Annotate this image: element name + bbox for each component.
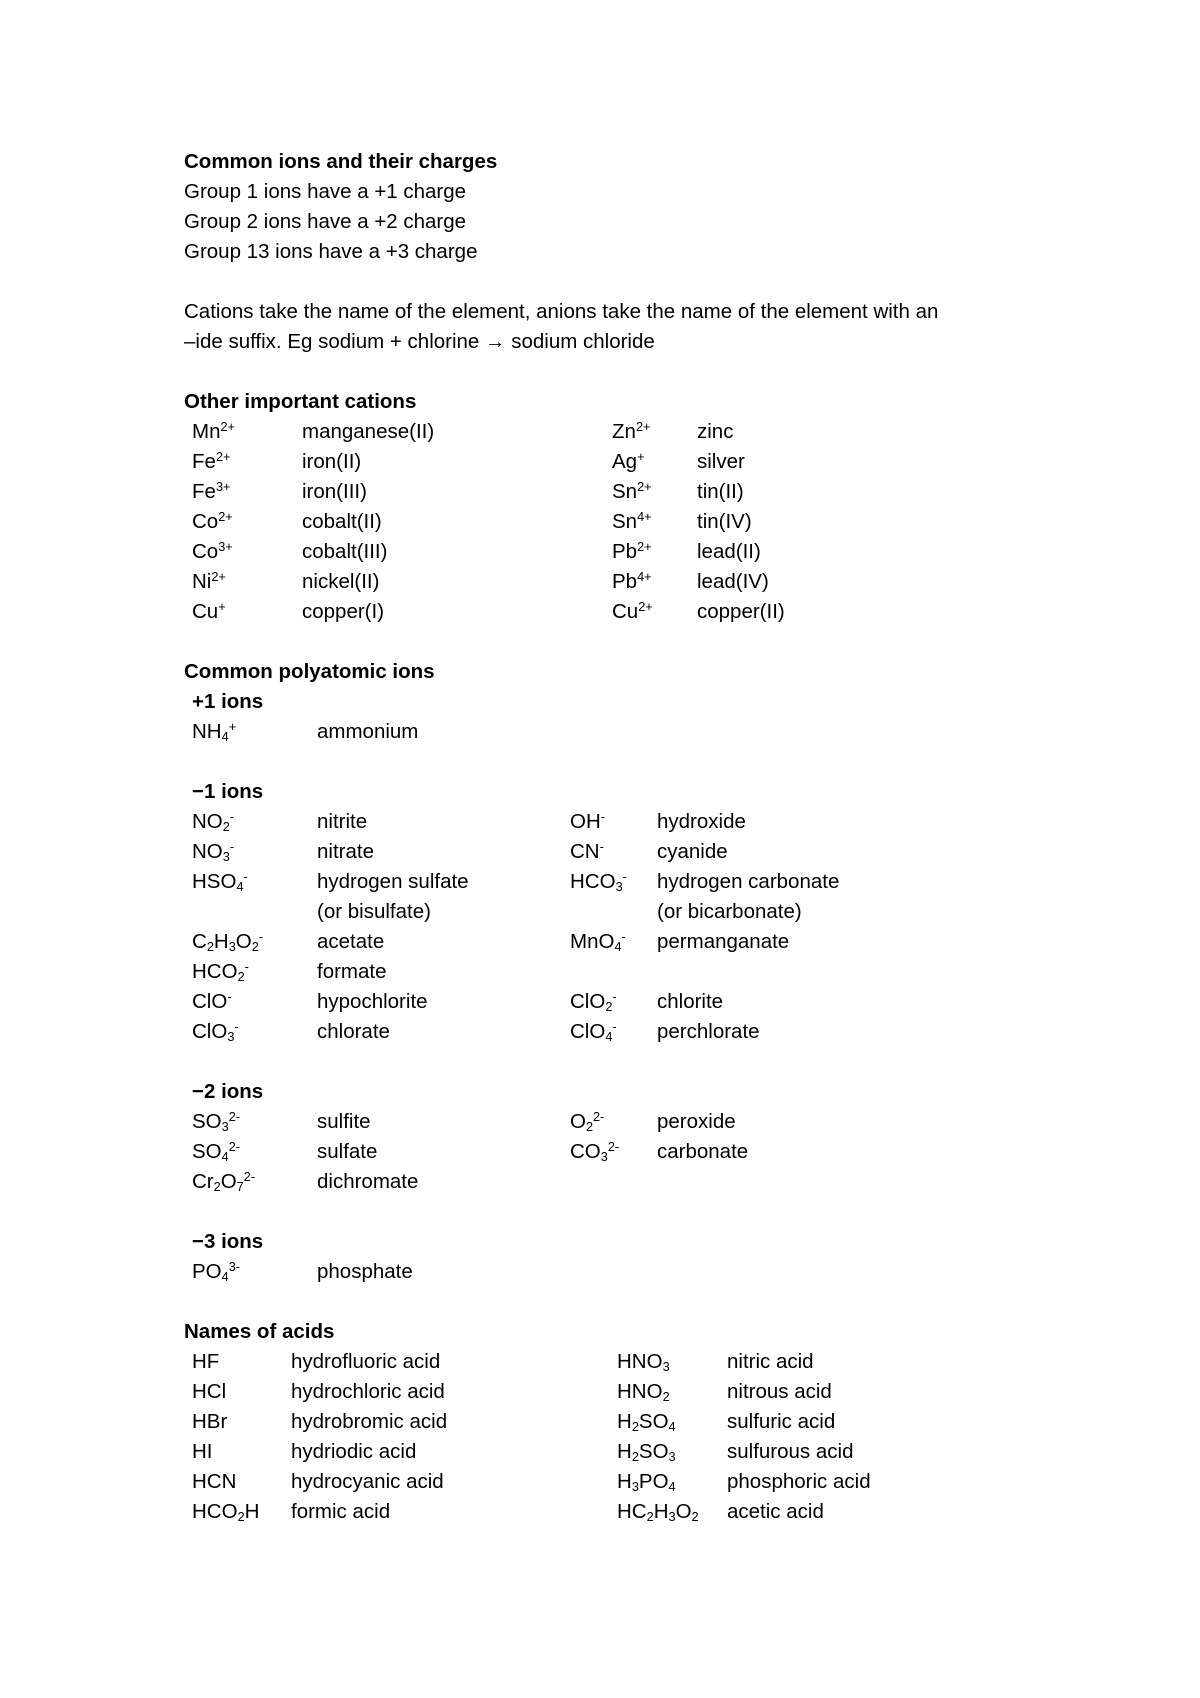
formula-base: ClO <box>570 990 606 1013</box>
formula-base: OH <box>570 810 601 833</box>
formula-subscript: 2 <box>631 1449 639 1465</box>
cation-name: silver <box>697 450 745 473</box>
formula-charge: 2+ <box>218 509 233 525</box>
acid-formula <box>617 1472 676 1493</box>
cation-name: nickel(II) <box>302 570 380 593</box>
naming-rule-line2: –ide suffix. Eg sodium + chlorine → sodium chloride <box>184 330 655 353</box>
naming-rule-line1: Cations take the name of the element, anions take the name of the element with an <box>184 300 939 323</box>
formula-charge: 2+ <box>635 419 651 435</box>
group13-line: Group 13 ions have a +3 charge <box>184 240 478 263</box>
formula-subscript: 3 <box>631 1479 639 1495</box>
formula-charge: - <box>258 929 264 945</box>
formula-subscript: 3 <box>668 1509 676 1525</box>
acid-name: sulfurous acid <box>727 1440 854 1463</box>
formula-charge: 2- <box>243 1169 256 1185</box>
formula-charge: 4+ <box>637 569 652 585</box>
ion-name: permanganate <box>657 930 790 953</box>
formula-subscript: 4 <box>221 1149 229 1165</box>
cation-name: tin(II) <box>697 480 744 503</box>
formula-subscript: 3 <box>227 1029 235 1045</box>
formula-base: HCO <box>192 1500 238 1523</box>
cation-formula <box>612 539 652 563</box>
ion-name: hydroxide <box>657 810 746 833</box>
formula-subscript: 2 <box>237 1509 245 1525</box>
formula-base: SO <box>638 1440 669 1463</box>
formula-charge: 3- <box>228 1259 240 1275</box>
formula-charge: 2- <box>607 1139 620 1155</box>
formula-charge: 2+ <box>211 569 226 585</box>
formula-base: Sn <box>612 480 638 503</box>
section-title-common-ions: Common ions and their charges <box>184 150 498 173</box>
formula-base: Cr <box>192 1170 214 1193</box>
ion-name-alt: (or bisulfate) <box>317 900 431 923</box>
formula-base: HCO <box>570 870 616 893</box>
ion-formula <box>570 869 627 895</box>
formula-base: NO <box>192 840 223 863</box>
acid-formula <box>617 1352 670 1373</box>
ion-formula <box>192 1259 240 1285</box>
formula-base: Zn <box>612 420 636 443</box>
formula-base: PO <box>638 1470 669 1493</box>
formula-base: PO <box>192 1260 222 1283</box>
acid-name: hydrocyanic acid <box>291 1470 444 1493</box>
acid-name: formic acid <box>291 1500 391 1523</box>
formula-subscript: 4 <box>605 1029 613 1045</box>
ion-name: formate <box>317 960 387 983</box>
acid-name: hydrobromic acid <box>291 1410 448 1433</box>
acid-formula <box>617 1412 676 1433</box>
formula-charge: - <box>244 959 249 975</box>
formula-base: Fe <box>192 450 216 473</box>
formula-base: Ni <box>192 570 212 593</box>
formula-base: Cu <box>612 600 639 623</box>
cation-formula <box>612 569 652 593</box>
section-title-polyatomic: Common polyatomic ions <box>184 660 435 683</box>
formula-charge: - <box>227 989 232 1005</box>
acid-name: nitrous acid <box>727 1380 832 1403</box>
formula-subscript: 2 <box>237 969 245 985</box>
formula-base: Fe <box>192 480 216 503</box>
formula-base: H <box>617 1440 632 1463</box>
ion-formula <box>192 839 235 865</box>
formula-charge: 3+ <box>215 479 231 495</box>
ion-name: nitrite <box>317 810 368 833</box>
ion-name: phosphate <box>317 1260 413 1283</box>
ion-name: sulfate <box>317 1140 378 1163</box>
formula-base: Pb <box>612 540 638 563</box>
formula-charge: - <box>229 839 235 855</box>
acid-formula <box>192 1412 227 1433</box>
acid-formula <box>192 1352 219 1373</box>
formula-subscript: 4 <box>668 1419 676 1435</box>
formula-charge: 2+ <box>637 539 652 555</box>
cation-name: cobalt(III) <box>302 540 388 563</box>
formula-base: Co <box>192 510 219 533</box>
formula-subscript: 3 <box>662 1359 670 1375</box>
ion-name: sulfite <box>317 1110 371 1133</box>
cation-formula <box>612 599 653 623</box>
ion-formula <box>570 1019 617 1045</box>
formula-base: Pb <box>612 570 638 593</box>
formula-subscript: 4 <box>221 729 229 745</box>
ion-name: nitrate <box>317 840 374 863</box>
acid-name: sulfuric acid <box>727 1410 836 1433</box>
ion-name: chlorate <box>317 1020 390 1043</box>
formula-subscript: 2 <box>631 1419 639 1435</box>
cation-name: copper(II) <box>697 600 785 623</box>
heading-minus1-ions: −1 ions <box>192 780 264 803</box>
formula-base: H <box>653 1500 669 1523</box>
formula-subscript: 4 <box>221 1269 229 1285</box>
formula-base: NO <box>192 810 223 833</box>
ion-name: perchlorate <box>657 1020 760 1043</box>
acid-formula <box>617 1382 670 1403</box>
acid-formula <box>192 1442 213 1463</box>
formula-base: Sn <box>612 510 638 533</box>
acid-name: nitric acid <box>727 1350 814 1373</box>
cation-name: tin(IV) <box>697 510 752 533</box>
formula-base: HC <box>617 1500 647 1523</box>
cation-name: manganese(II) <box>302 420 435 443</box>
ion-formula <box>192 1019 239 1045</box>
formula-subscript: 3 <box>228 939 236 955</box>
ion-name-alt: (or bicarbonate) <box>657 900 802 923</box>
cation-formula <box>192 569 226 593</box>
formula-base: H <box>244 1500 260 1523</box>
formula-charge: 2+ <box>220 419 235 435</box>
formula-base: HCO <box>192 960 238 983</box>
formula-base: HI <box>192 1440 213 1463</box>
acid-name: hydrofluoric acid <box>291 1350 441 1373</box>
ion-formula <box>192 1139 240 1165</box>
formula-base: H <box>213 930 229 953</box>
formula-base: NH <box>192 720 222 743</box>
formula-charge: - <box>234 1019 239 1035</box>
formula-charge: - <box>612 1019 617 1035</box>
acid-name: hydrochloric acid <box>291 1380 445 1403</box>
ion-formula <box>192 989 232 1013</box>
formula-base: CO <box>570 1140 601 1163</box>
ion-formula <box>192 719 237 745</box>
formula-base: C <box>192 930 207 953</box>
ion-formula <box>192 929 264 955</box>
cation-formula <box>612 449 645 473</box>
ion-name: dichromate <box>317 1170 419 1193</box>
cation-name: copper(I) <box>302 600 385 623</box>
formula-charge: 2- <box>228 1139 240 1155</box>
formula-charge: - <box>243 869 248 885</box>
cation-name: lead(IV) <box>697 570 769 593</box>
cation-formula <box>192 509 233 533</box>
formula-charge: 2+ <box>638 599 653 615</box>
cation-formula <box>192 539 233 563</box>
formula-base: O <box>220 1170 237 1193</box>
formula-base: ClO <box>192 990 228 1013</box>
group2-line: Group 2 ions have a +2 charge <box>184 210 467 233</box>
formula-base: HSO <box>192 870 237 893</box>
formula-subscript: 3 <box>668 1449 676 1465</box>
formula-subscript: 7 <box>236 1179 244 1195</box>
formula-subscript: 2 <box>662 1389 670 1405</box>
formula-base: ClO <box>192 1020 228 1043</box>
formula-subscript: 3 <box>600 1149 608 1165</box>
formula-base: HCl <box>192 1380 227 1403</box>
heading-minus2-ions: −2 ions <box>192 1080 264 1103</box>
cation-formula <box>192 419 235 443</box>
ion-name: hydrogen carbonate <box>657 870 840 893</box>
formula-base: HCN <box>192 1470 237 1493</box>
cation-formula <box>612 509 652 533</box>
formula-charge: 3+ <box>218 539 233 555</box>
formula-subscript: 2 <box>222 819 230 835</box>
ion-formula <box>570 1109 605 1135</box>
formula-subscript: 3 <box>222 849 230 865</box>
section-title-acids: Names of acids <box>184 1320 335 1343</box>
formula-base: Co <box>192 540 219 563</box>
formula-subscript: 2 <box>605 999 613 1015</box>
ion-formula <box>570 839 604 863</box>
ion-name: chlorite <box>657 990 724 1013</box>
formula-base: H <box>617 1470 632 1493</box>
ion-formula <box>570 989 617 1015</box>
formula-base: HBr <box>192 1410 228 1433</box>
formula-subscript: 3 <box>615 879 623 895</box>
formula-subscript: 2 <box>206 939 214 955</box>
acid-name: acetic acid <box>727 1500 824 1523</box>
cation-formula <box>612 479 652 503</box>
cation-formula <box>192 449 231 473</box>
formula-base: ClO <box>570 1020 606 1043</box>
formula-base: Mn <box>192 420 221 443</box>
formula-base: HNO <box>617 1380 663 1403</box>
ion-name: carbonate <box>657 1140 749 1163</box>
cation-formula <box>192 479 231 503</box>
formula-base: O <box>675 1500 692 1523</box>
formula-charge: 2+ <box>215 449 231 465</box>
formula-base: O <box>570 1110 586 1133</box>
formula-charge: - <box>229 809 235 825</box>
formula-charge: - <box>622 869 627 885</box>
ion-name: acetate <box>317 930 385 953</box>
cation-formula <box>612 419 651 443</box>
formula-charge: 2- <box>593 1109 605 1125</box>
cation-name: cobalt(II) <box>302 510 382 533</box>
formula-charge: - <box>621 929 626 945</box>
formula-base: CN <box>570 840 600 863</box>
formula-subscript: 2 <box>691 1509 699 1525</box>
formula-subscript: 3 <box>221 1119 229 1135</box>
formula-charge: + <box>218 599 226 615</box>
heading-plus1-ions: +1 ions <box>192 690 264 713</box>
cation-name: iron(II) <box>302 450 362 473</box>
ion-name: hypochlorite <box>317 990 428 1013</box>
ion-name: cyanide <box>657 840 728 863</box>
formula-base: O <box>235 930 252 953</box>
cation-name: lead(II) <box>697 540 761 563</box>
ion-name: peroxide <box>657 1110 736 1133</box>
formula-base: Ag <box>612 450 638 473</box>
formula-charge: + <box>228 719 237 735</box>
formula-subscript: 2 <box>251 939 259 955</box>
ion-formula <box>192 959 249 985</box>
acid-formula <box>617 1502 699 1523</box>
formula-base: SO <box>192 1140 222 1163</box>
acid-name: phosphoric acid <box>727 1470 871 1493</box>
formula-charge: 2- <box>228 1109 240 1125</box>
formula-charge: - <box>612 989 617 1005</box>
acid-formula <box>192 1382 226 1403</box>
formula-subscript: 4 <box>668 1479 676 1495</box>
formula-base: MnO <box>570 930 615 953</box>
formula-charge: - <box>599 839 604 855</box>
formula-base: SO <box>638 1410 669 1433</box>
ion-name: ammonium <box>317 720 419 743</box>
acid-formula <box>192 1502 259 1523</box>
heading-minus3-ions: −3 ions <box>192 1230 264 1253</box>
formula-base: SO <box>192 1110 222 1133</box>
formula-subscript: 2 <box>646 1509 654 1525</box>
ion-formula <box>570 1139 620 1165</box>
formula-charge: - <box>600 809 605 825</box>
acid-name: hydriodic acid <box>291 1440 417 1463</box>
formula-base: Cu <box>192 600 219 623</box>
acid-formula <box>617 1442 676 1463</box>
formula-subscript: 4 <box>236 879 244 895</box>
ion-formula <box>570 809 605 833</box>
cation-name: zinc <box>697 420 734 443</box>
formula-base: HF <box>192 1350 220 1373</box>
ion-formula <box>192 809 235 835</box>
formula-charge: + <box>637 449 645 465</box>
ion-formula <box>570 929 626 955</box>
ion-formula <box>192 1169 256 1195</box>
section-title-cations: Other important cations <box>184 390 417 413</box>
formula-subscript: 2 <box>585 1119 594 1135</box>
group1-line: Group 1 ions have a +1 charge <box>184 180 467 203</box>
acid-formula <box>192 1472 236 1493</box>
cation-formula <box>192 599 226 623</box>
formula-subscript: 2 <box>213 1179 221 1195</box>
formula-base: H <box>617 1410 632 1433</box>
ion-name: hydrogen sulfate <box>317 870 469 893</box>
formula-subscript: 4 <box>614 939 622 955</box>
ion-formula <box>192 1109 240 1135</box>
ion-formula <box>192 869 248 895</box>
cation-name: iron(III) <box>302 480 367 503</box>
formula-base: HNO <box>617 1350 663 1373</box>
formula-charge: 4+ <box>637 509 652 525</box>
formula-charge: 2+ <box>637 479 652 495</box>
